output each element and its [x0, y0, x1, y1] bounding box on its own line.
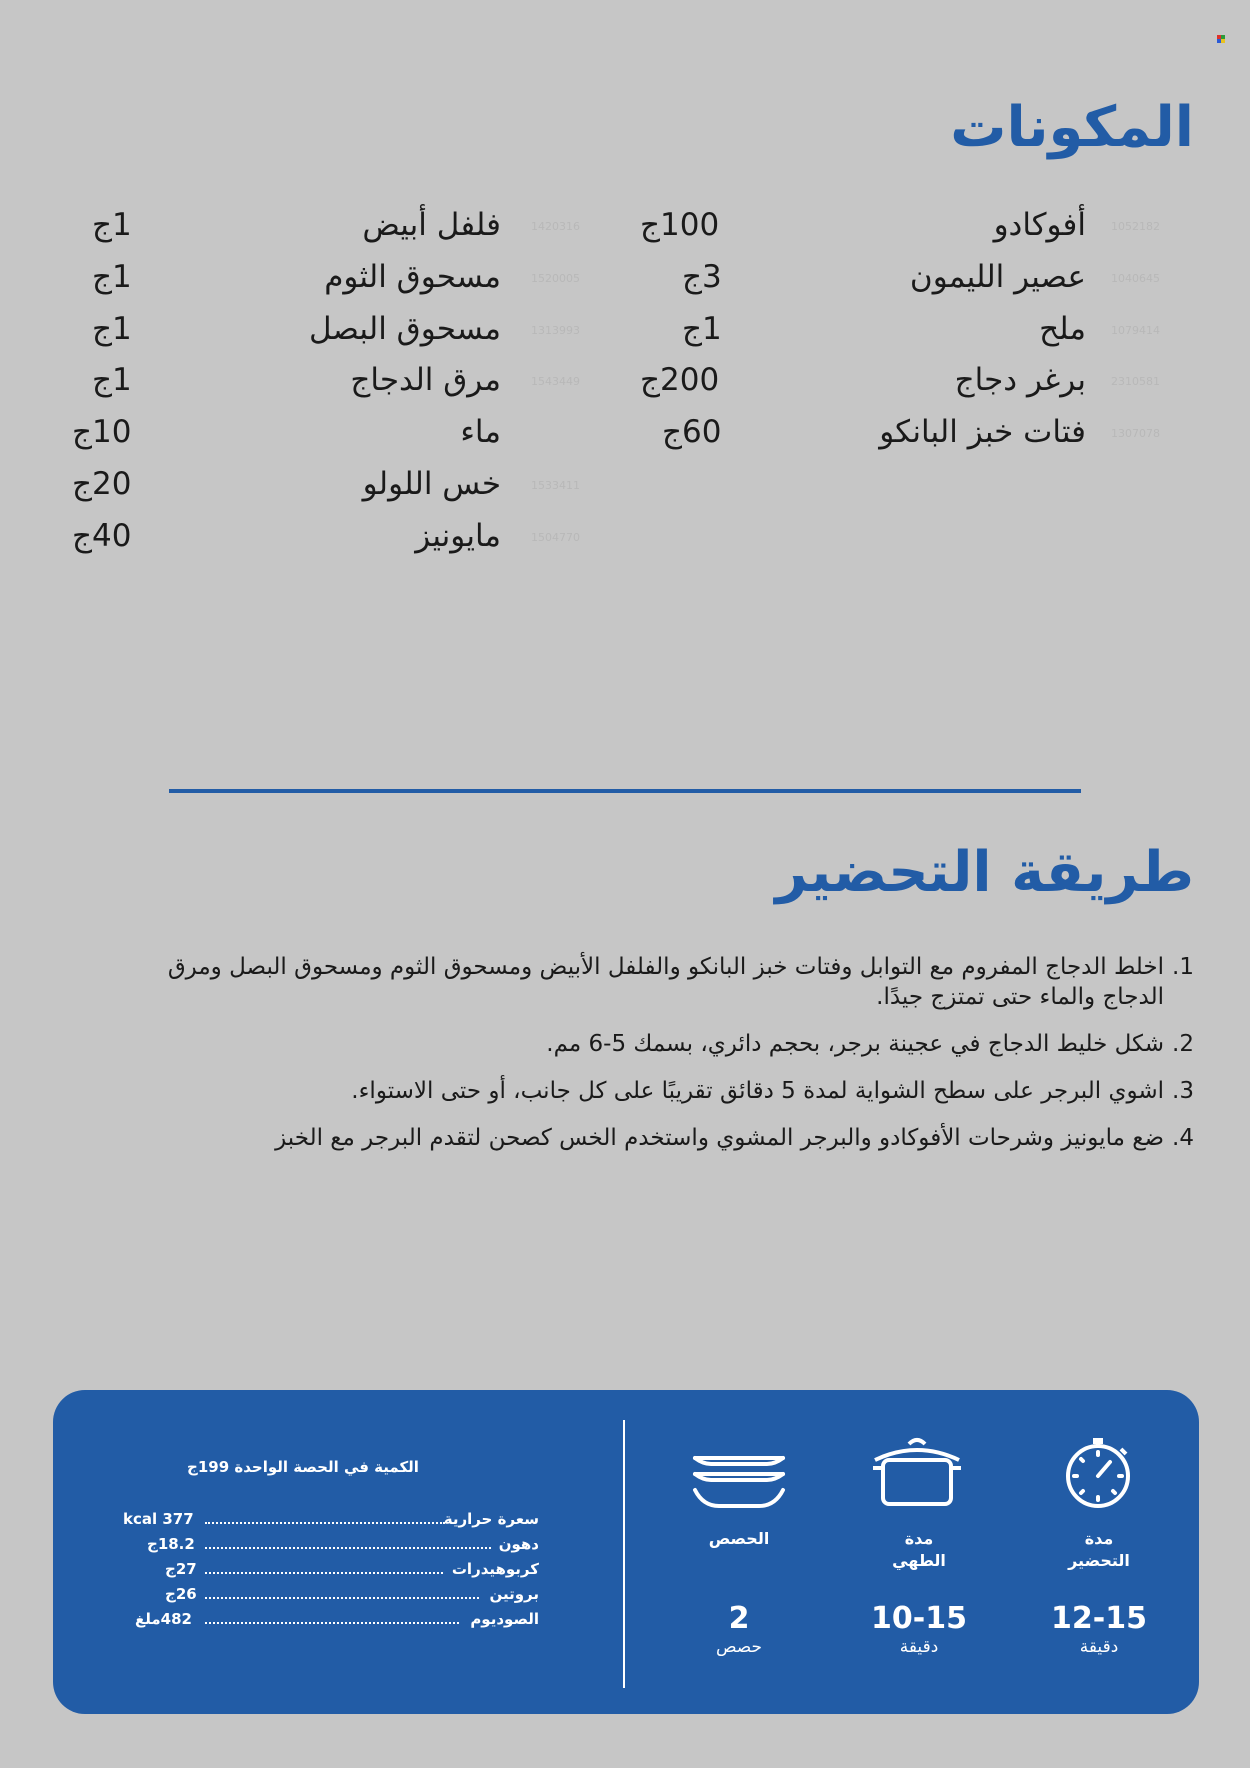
method-steps — [104, 952, 1194, 1170]
ingredient-qty: 200ج — [640, 362, 720, 398]
ingredient-name: مايونيز — [415, 518, 501, 554]
ingredient-qty: 3ج — [682, 259, 722, 295]
nutrition-label: الصوديوم — [470, 1610, 539, 1628]
servings-value: 2 — [728, 1601, 750, 1636]
pot-icon — [869, 1434, 965, 1508]
stopwatch-icon — [1063, 1434, 1133, 1510]
ingredient-qty: 100ج — [640, 207, 720, 243]
nutrition-value: 27ج — [165, 1560, 197, 1578]
ingredient-row — [640, 309, 1160, 349]
ingredient-row — [640, 360, 1160, 400]
step-number: 2. — [1172, 1031, 1194, 1057]
ingredient-row — [72, 412, 590, 452]
ingredient-name: أفوكادو — [993, 207, 1086, 243]
ingredient-name: عصير الليمون — [909, 259, 1086, 295]
nutrition-label: بروتين — [489, 1585, 539, 1603]
prep-time-value: 12-15 — [1051, 1601, 1147, 1636]
ingredient-row — [640, 257, 1160, 297]
dotted-leader — [205, 1572, 443, 1574]
ingredient-name: ماء — [460, 414, 501, 450]
ingredient-qty: 20ج — [72, 466, 132, 502]
nutrition-row — [123, 1608, 539, 1630]
ingredient-qty: 1ج — [682, 311, 722, 347]
step-text: شكل خليط الدجاج في عجينة برجر، بحجم دائري، بسمك 5-6 مم. — [546, 1031, 1164, 1057]
servings-unit: حصص — [715, 1637, 763, 1657]
ingredient-code: 1307078 — [1111, 427, 1160, 440]
ingredient-code: 1504770 — [531, 531, 580, 544]
ingredient-name: فلفل أبيض — [362, 207, 501, 243]
nutrition-row — [123, 1533, 539, 1555]
dotted-leader — [205, 1522, 445, 1524]
corner-color-mark — [1217, 35, 1225, 43]
recipe-info-panel — [53, 1390, 1199, 1714]
ingredient-code: 1543449 — [531, 375, 580, 388]
ingredient-row — [72, 360, 590, 400]
nutrition-row — [123, 1558, 539, 1580]
nutrition-value: 18.2ج — [147, 1535, 195, 1553]
ingredient-code: 1052182 — [1111, 220, 1160, 233]
step-number: 4. — [1172, 1125, 1194, 1151]
ingredient-code: 1079414 — [1111, 324, 1160, 337]
nutrition-row — [123, 1583, 539, 1605]
nutrition-label: دهون — [498, 1535, 539, 1553]
ingredient-code: 1040645 — [1111, 272, 1160, 285]
ingredient-code: 2310581 — [1111, 375, 1160, 388]
ingredient-name: مسحوق البصل — [309, 311, 501, 347]
step-text: اخلط الدجاج المفروم مع التوابل وفتات خبز البانكو والفلفل الأبيض ومسحوق الثوم ومسحوق البصل ومرق الدجاج والماء حتى تمتزج جيدًا. — [167, 954, 1164, 1010]
dotted-leader — [205, 1622, 459, 1624]
nutrition-value: 482ملغ — [135, 1610, 192, 1628]
dotted-leader — [205, 1597, 479, 1599]
nutrition-title: الكمية في الحصة الواحدة 199ج — [187, 1458, 419, 1476]
info-divider — [623, 1420, 625, 1688]
dotted-leader — [205, 1547, 491, 1549]
servings-label: الحصص — [708, 1529, 770, 1548]
ingredient-row — [72, 205, 590, 245]
ingredient-code: 1520005 — [531, 272, 580, 285]
cook-time-label: مدة الطهي — [892, 1529, 946, 1570]
step-number: 3. — [1172, 1078, 1194, 1104]
step-text: اشوي البرجر على سطح الشواية لمدة 5 دقائق تقريبًا على كل جانب، أو حتى الاستواء. — [351, 1078, 1164, 1104]
ingredient-row — [72, 516, 590, 556]
method-title: طريقة التحضير — [775, 840, 1194, 905]
ingredient-row — [640, 412, 1160, 452]
section-divider — [169, 789, 1081, 793]
ingredient-qty: 60ج — [662, 414, 722, 450]
ingredient-qty: 1ج — [92, 259, 132, 295]
ingredient-name: فتات خبز البانكو — [879, 414, 1086, 450]
ingredient-qty: 1ج — [92, 207, 132, 243]
ingredient-qty: 40ج — [72, 518, 132, 554]
ingredient-code: 1533411 — [531, 479, 580, 492]
ingredient-code: 1420316 — [531, 220, 580, 233]
cook-time-unit: دقيقة — [899, 1637, 939, 1657]
ingredient-qty: 10ج — [72, 414, 132, 450]
method-step — [104, 1076, 1194, 1106]
ingredient-code: 1313993 — [531, 324, 580, 337]
ingredient-name: برغر دجاج — [954, 362, 1086, 398]
prep-time-label: مدة التحضير — [1068, 1529, 1130, 1570]
ingredient-qty: 1ج — [92, 311, 132, 347]
ingredient-row — [72, 309, 590, 349]
cook-time-value: 10-15 — [871, 1601, 967, 1636]
ingredient-name: مرق الدجاج — [350, 362, 501, 398]
ingredient-row — [72, 464, 590, 504]
nutrition-label: سعرة حرارية — [443, 1510, 539, 1528]
ingredient-name: مسحوق الثوم — [324, 259, 501, 295]
step-number: 1. — [1172, 954, 1194, 980]
nutrition-row — [123, 1508, 539, 1530]
plates-icon — [691, 1452, 787, 1510]
method-step — [104, 1123, 1194, 1153]
ingredients-title: المكونات — [950, 95, 1194, 160]
ingredient-name: خس اللولو — [362, 466, 501, 502]
nutrition-value: 26ج — [165, 1585, 197, 1603]
ingredient-qty: 1ج — [92, 362, 132, 398]
step-text: ضع مايونيز وشرحات الأفوكادو والبرجر المشوي واستخدم الخس كصحن لتقدم البرجر مع الخبز — [275, 1125, 1164, 1151]
nutrition-value: 377 kcal — [123, 1510, 194, 1528]
ingredient-row — [640, 205, 1160, 245]
ingredient-name: ملح — [1039, 311, 1086, 347]
prep-time-unit: دقيقة — [1079, 1637, 1119, 1657]
method-step — [104, 952, 1194, 1012]
ingredient-row — [72, 257, 590, 297]
method-step — [104, 1029, 1194, 1059]
nutrition-label: كربوهيدرات — [451, 1560, 539, 1578]
